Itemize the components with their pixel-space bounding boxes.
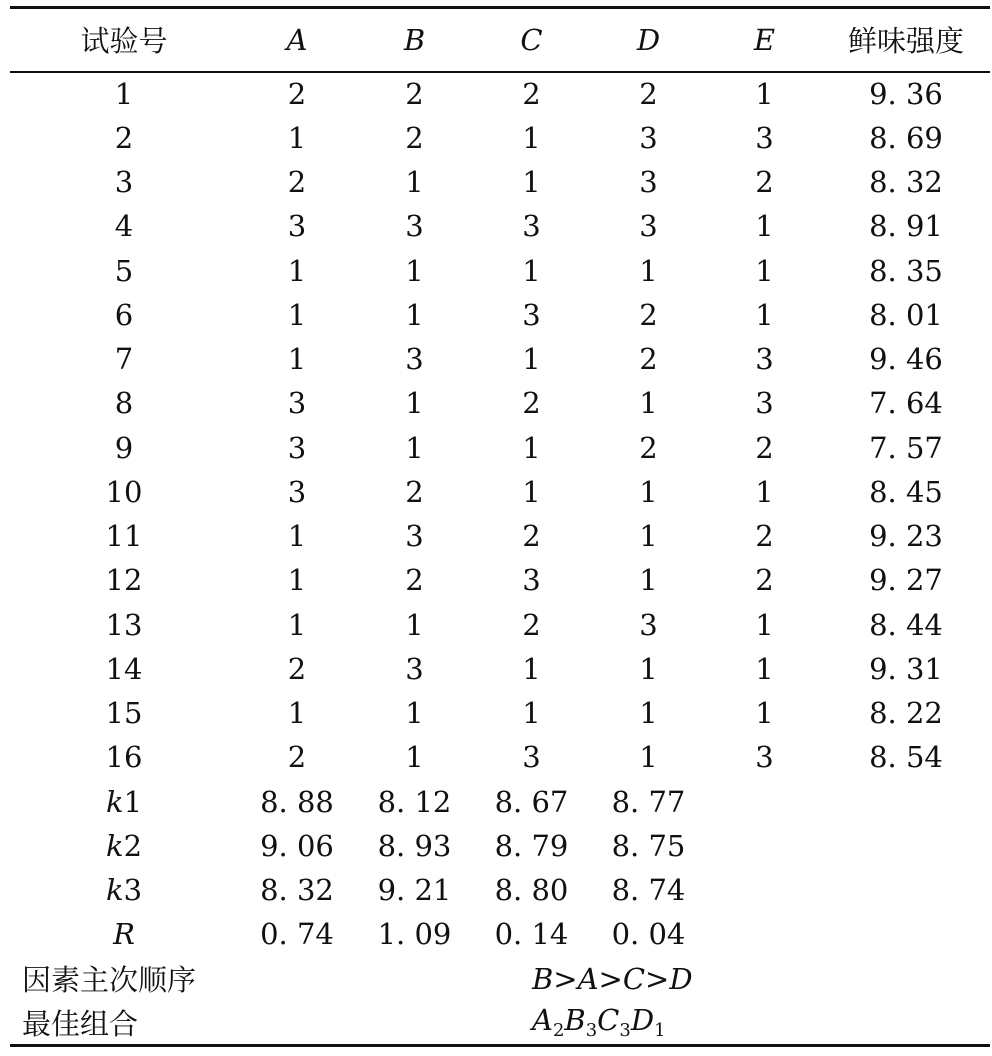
k1-row: k1 8. 88 8. 12 8. 67 8. 77 bbox=[10, 780, 990, 824]
table-row: 3 2 1 1 3 2 8. 32 bbox=[114, 165, 943, 200]
table-header-row bbox=[10, 8, 990, 72]
best-combination-value: $A_2B_3C_3D_1$ bbox=[238, 1001, 990, 1045]
factor-order-row bbox=[10, 957, 990, 1001]
table-row: 13 1 1 2 3 1 8. 44 bbox=[105, 607, 943, 642]
table-row: 6 1 1 3 2 1 8. 01 bbox=[114, 297, 943, 332]
header-factor-e: E bbox=[707, 8, 822, 72]
factor-order-value: B>A>C>D bbox=[532, 961, 693, 996]
header-factor-a: A bbox=[238, 8, 356, 72]
factor-order-label: 因素主次顺序 bbox=[22, 963, 197, 998]
k3-label: k3 bbox=[105, 873, 143, 908]
table-row: 11 1 3 2 1 2 9. 23 bbox=[105, 519, 943, 554]
table-row: 10 3 2 1 1 1 8. 45 bbox=[105, 474, 943, 509]
k2-row: k2 9. 06 8. 93 8. 79 8. 75 bbox=[10, 824, 990, 868]
table-row: 7 1 3 1 2 3 9. 46 bbox=[114, 342, 943, 377]
header-factor-c: C bbox=[473, 8, 590, 72]
table-row: 5 1 1 1 1 1 8. 35 bbox=[114, 253, 943, 288]
header-test-no: 试验号 bbox=[10, 8, 238, 72]
table-row: 16 2 1 3 1 3 8. 54 bbox=[105, 740, 943, 775]
range-label: R bbox=[113, 917, 135, 952]
k3-row: k3 8. 32 9. 21 8. 80 8. 74 bbox=[10, 868, 990, 912]
table-row: 14 2 3 1 1 1 9. 31 bbox=[105, 651, 943, 686]
k1-label: k1 bbox=[105, 784, 143, 819]
table-row: 15 1 1 1 1 1 8. 22 bbox=[105, 696, 943, 731]
table-row: 4 3 3 3 3 1 8. 91 bbox=[114, 209, 943, 244]
best-combination-row bbox=[10, 1001, 990, 1045]
header-factor-b: B bbox=[356, 8, 473, 72]
document-page bbox=[10, 6, 990, 1048]
table-row: 12 1 2 3 1 2 9. 27 bbox=[105, 563, 943, 598]
table-row: 1 2 2 2 2 1 9. 36 bbox=[114, 77, 943, 112]
k2-label: k2 bbox=[105, 828, 143, 863]
range-row: R 0. 74 1. 09 0. 14 0. 04 bbox=[10, 912, 990, 956]
orthogonal-test-table bbox=[10, 6, 990, 1047]
header-factor-d: D bbox=[590, 8, 707, 72]
table-row: 8 3 1 2 1 3 7. 64 bbox=[114, 386, 943, 421]
best-combination-label: 最佳组合 bbox=[10, 1001, 238, 1045]
table-row: 9 3 1 1 2 2 7. 57 bbox=[114, 430, 943, 465]
table-row: 2 1 2 1 3 3 8. 69 bbox=[114, 120, 943, 155]
header-umami-intensity: 鲜味强度 bbox=[822, 8, 990, 72]
